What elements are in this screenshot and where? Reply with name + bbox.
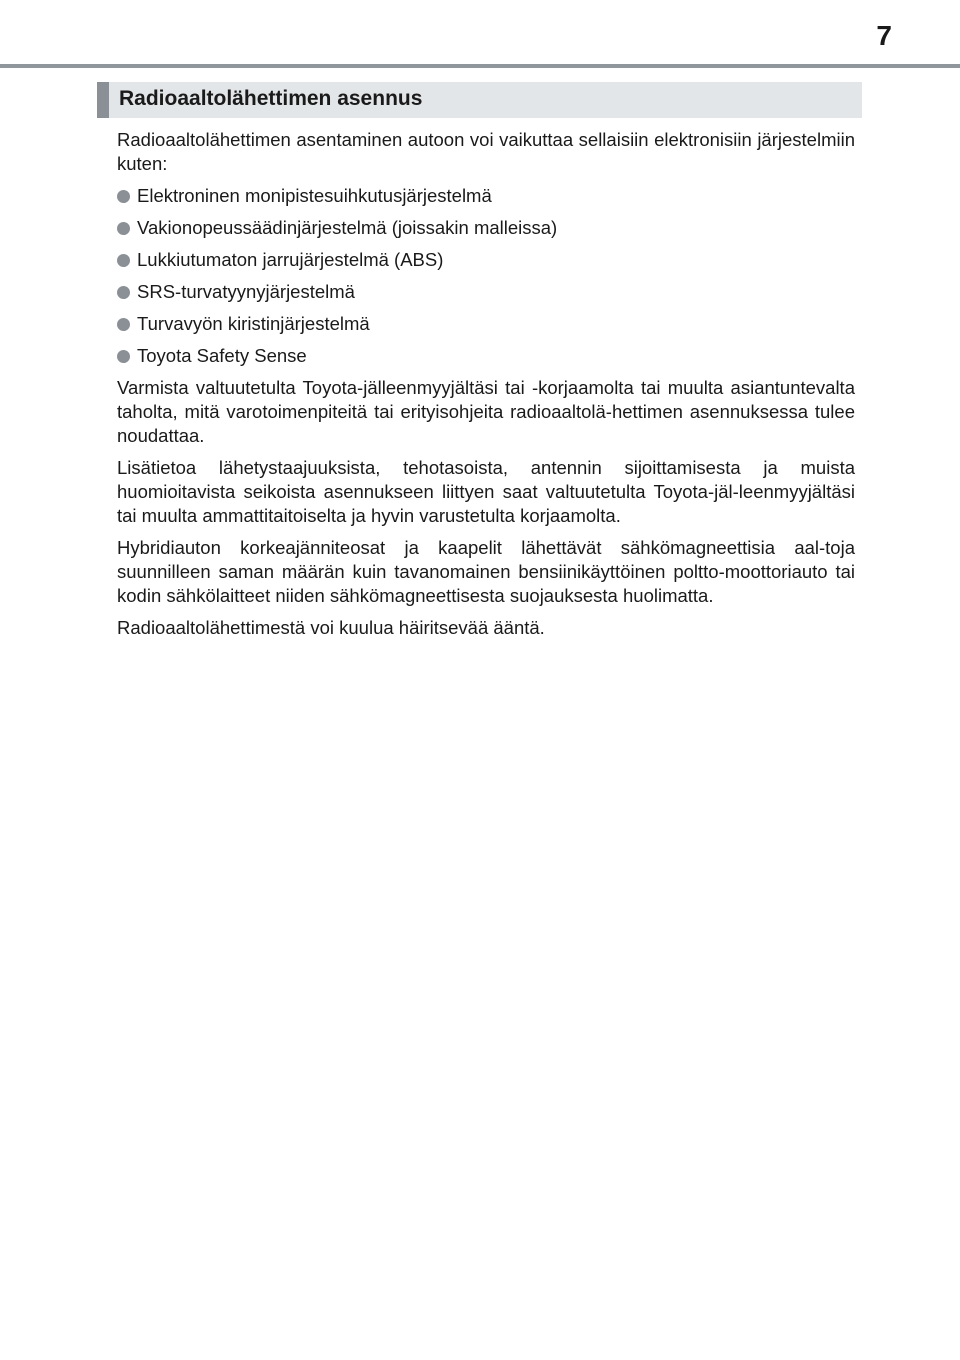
bullet-icon xyxy=(117,318,130,331)
page-number: 7 xyxy=(876,20,892,51)
top-rule xyxy=(0,64,960,68)
intro-paragraph: Radioaaltolähettimen asentaminen autoon voi vaikuttaa sellaisiin elektronisiin järjestelmiin kuten: xyxy=(117,129,855,174)
content-body xyxy=(117,128,855,648)
bullet-icon xyxy=(117,286,130,299)
list-item xyxy=(117,216,855,240)
list-item-label: Toyota Safety Sense xyxy=(137,345,307,366)
bullet-icon xyxy=(117,254,130,267)
noise-paragraph: Radioaaltolähettimestä voi kuulua häiritsevää ääntä. xyxy=(117,617,545,638)
section-header xyxy=(97,82,862,118)
system-list xyxy=(117,184,855,368)
list-item-label: Vakionopeussäädinjärjestelmä (joissakin malleissa) xyxy=(137,217,558,238)
section-title: Radioaaltolähettimen asennus xyxy=(119,87,423,110)
list-item xyxy=(117,280,855,304)
list-item-label: Elektroninen monipistesuihkutusjärjestelmä xyxy=(137,185,492,206)
list-item xyxy=(117,184,855,208)
list-item-label: Lukkiutumaton jarrujärjestelmä (ABS) xyxy=(137,249,444,270)
list-item xyxy=(117,248,855,272)
bullet-icon xyxy=(117,190,130,203)
bullet-icon xyxy=(117,350,130,363)
installation-info-paragraph: Lisätietoa lähetystaajuuksista, tehotasoista, antennin sijoittamisesta ja muista huomioitavista seikoista asennukseen liittyen saat valtuutetulta Toyota-jäl-leenmyyjältäsi tai muulta ammattitaitoiselta ja hyvin varustetulta korjaamolta. xyxy=(117,457,855,526)
list-item xyxy=(117,344,855,368)
bullet-icon xyxy=(117,222,130,235)
hybrid-emissions-paragraph: Hybridiauton korkeajänniteosat ja kaapelit lähettävät sähkömagneettisia aal-toja suunnilleen saman määrän kuin tavanomainen bensiinikäyttöinen poltto-moottoriauto tai kodin sähkölaitteet niiden sähkömagneettisesta suojauksesta huolimatta. xyxy=(117,537,855,606)
list-item-label: SRS-turvatyynyjärjestelmä xyxy=(137,281,355,302)
list-item xyxy=(117,312,855,336)
list-item-label: Turvavyön kiristinjärjestelmä xyxy=(137,313,370,334)
dealer-advice-paragraph: Varmista valtuutetulta Toyota-jälleenmyyjältäsi tai -korjaamolta tai muulta asiantuntevalta taholta, mitä varotoimenpiteitä tai erityisohjeita radioaaltolä-hettimen asennuksessa tulee noudattaa. xyxy=(117,377,855,446)
